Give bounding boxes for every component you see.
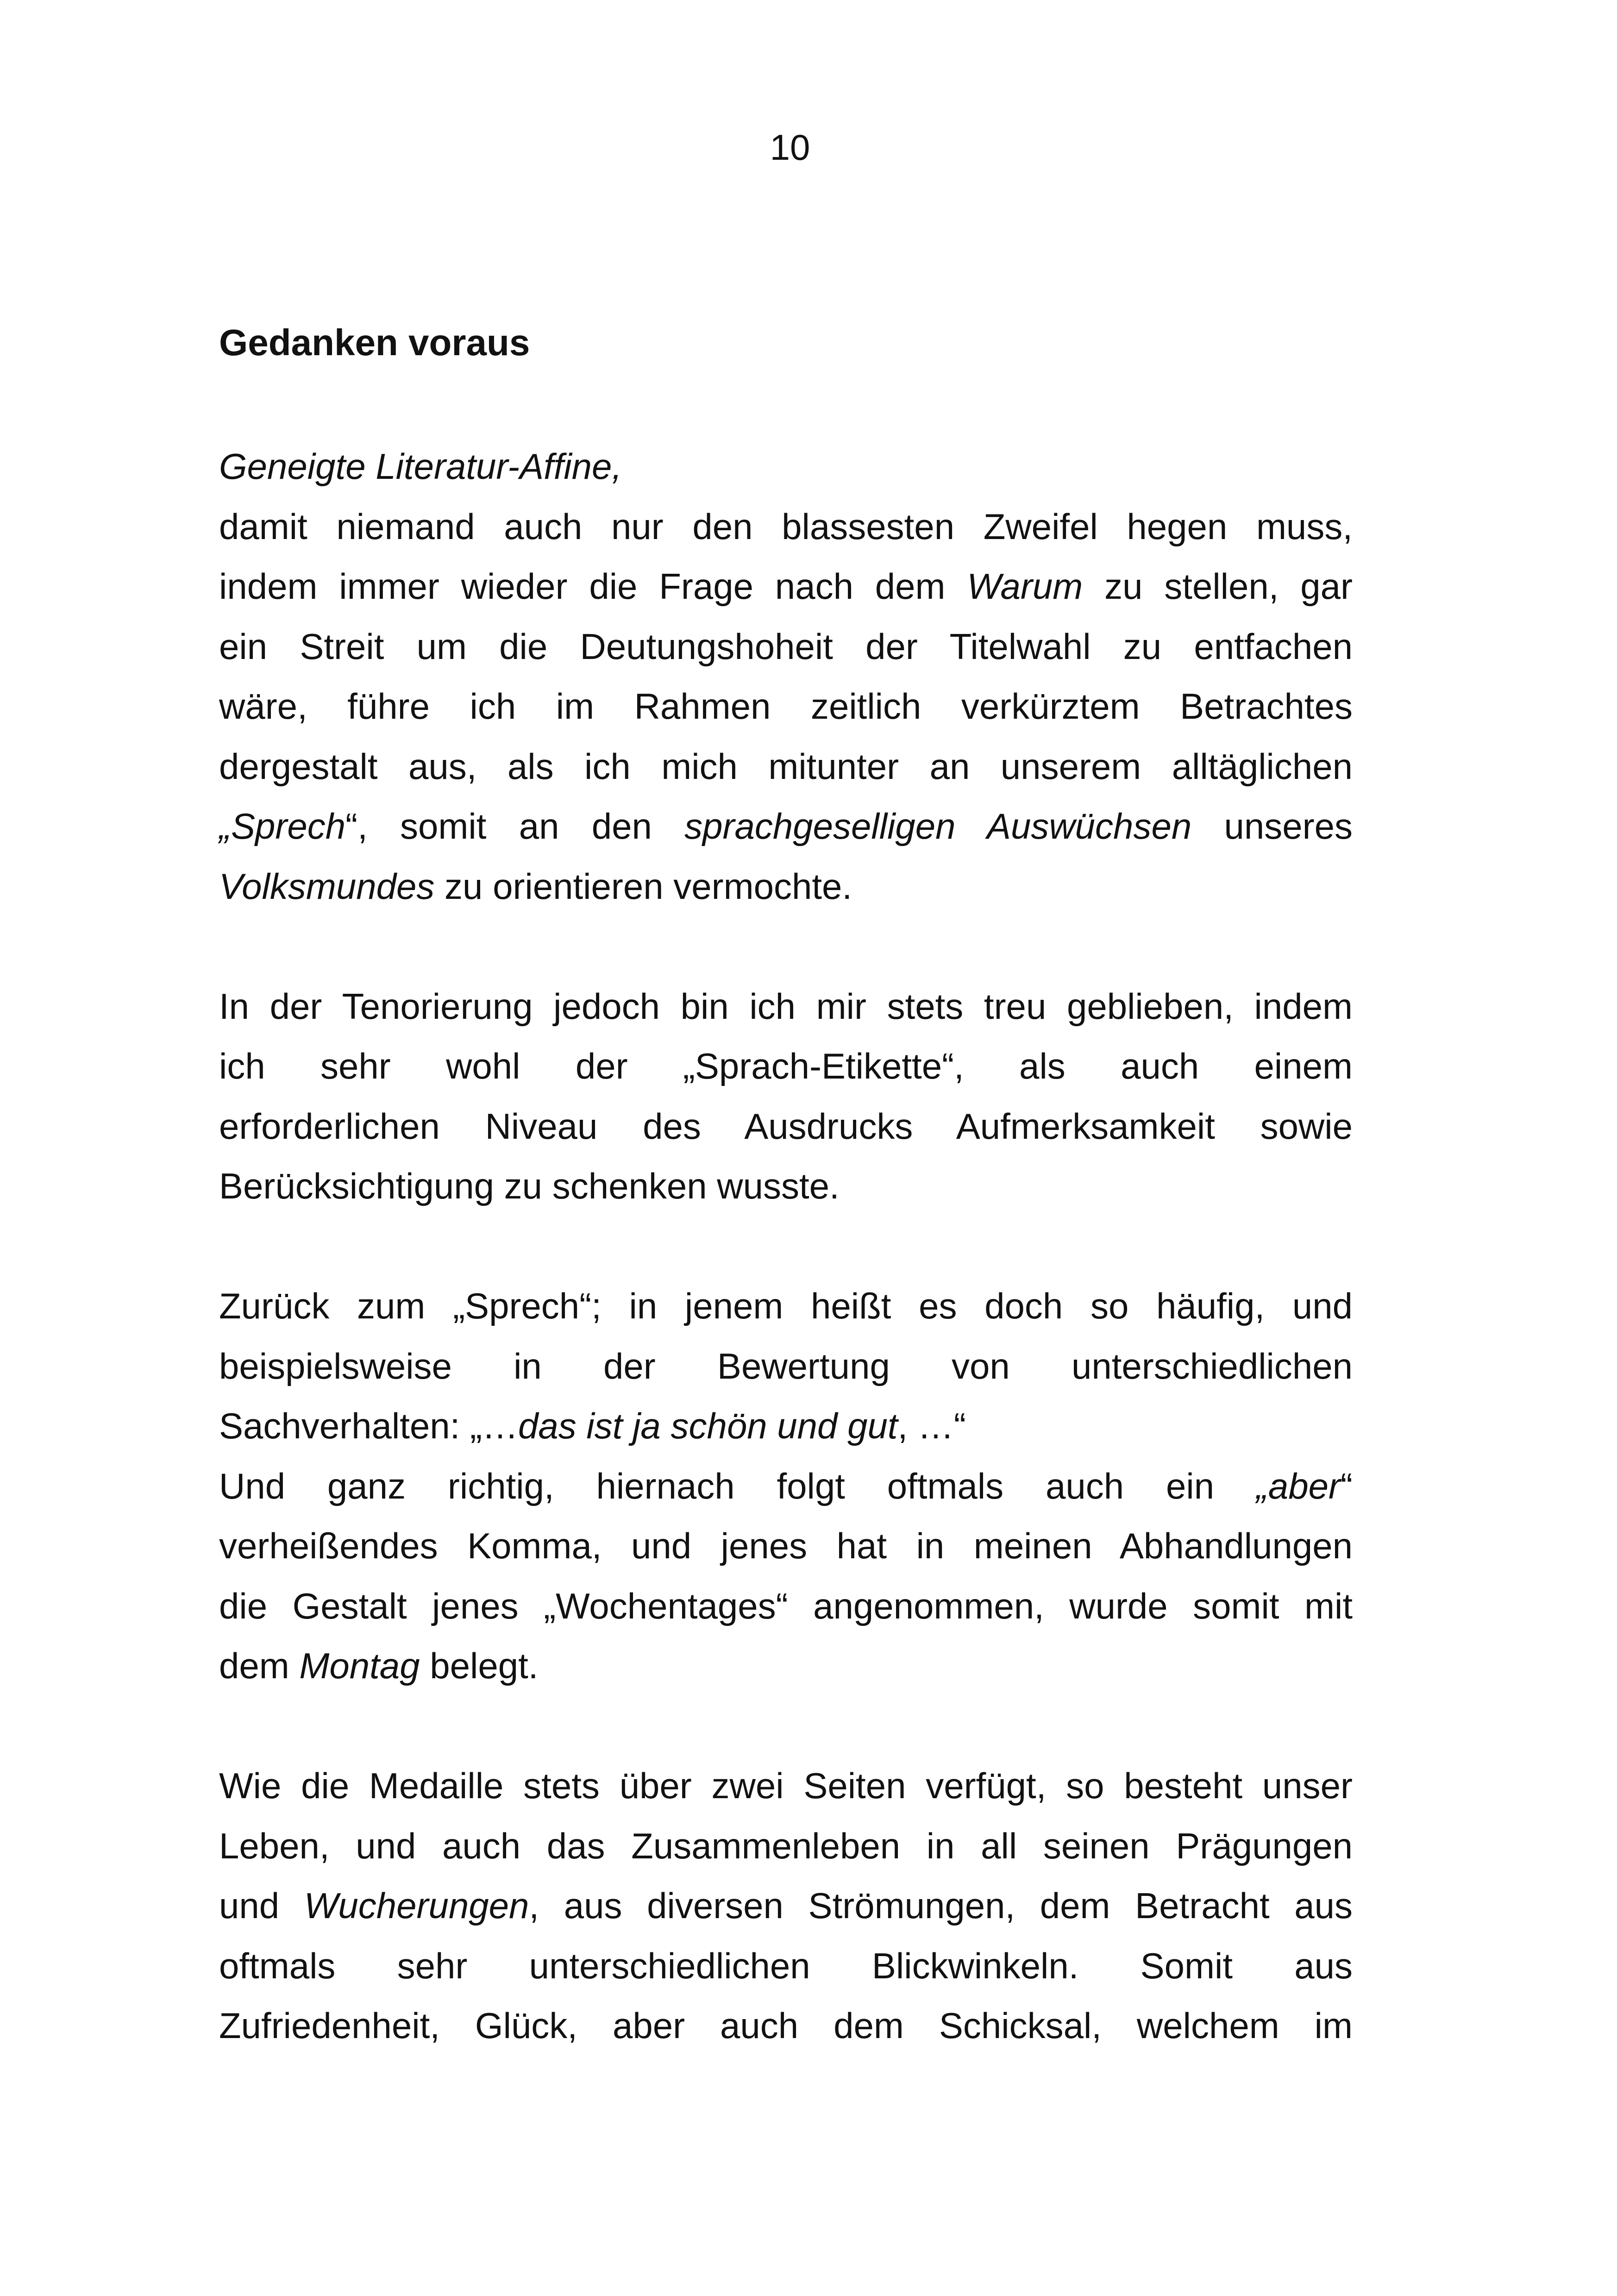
text-line: indem immer wieder die Frage nach dem Warum zu stellen, gar	[219, 566, 1353, 607]
text-line: Sachverhalten: „…das ist ja schön und gut, …“	[219, 1405, 966, 1446]
text-line: Volksmundes zu orientieren vermochte.	[219, 866, 852, 907]
emphasis: Wucherungen	[304, 1885, 529, 1926]
text-line: ich sehr wohl der „Sprach-Etikette“, als auch einem	[219, 1046, 1353, 1086]
emphasis: „aber	[1256, 1465, 1341, 1506]
chapter-heading: Gedanken voraus	[219, 322, 530, 363]
text-line: oftmals sehr unterschiedlichen Blickwinkeln. Somit aus	[219, 1945, 1353, 1986]
page-number: 10	[770, 127, 810, 168]
emphasis: sprachgeselligen Auswüchsen	[684, 806, 1192, 847]
paragraph-2	[219, 977, 1353, 1217]
paragraph-4	[219, 1756, 1353, 2056]
text-line: ein Streit um die Deutungshoheit der Titelwahl zu entfachen	[219, 626, 1353, 667]
paragraph-1	[219, 497, 1353, 917]
text-line: Leben, und auch das Zusammenleben in all seinen Prägungen	[219, 1825, 1353, 1866]
text-line: Zurück zum „Sprech“; in jenem heißt es doch so häufig, und	[219, 1286, 1353, 1326]
text-line: Und ganz richtig, hiernach folgt oftmals auch ein „aber“	[219, 1465, 1353, 1506]
text-line: damit niemand auch nur den blassesten Zweifel hegen muss,	[219, 506, 1353, 547]
emphasis: Warum	[967, 566, 1083, 607]
emphasis: Volksmundes	[219, 866, 435, 907]
text-line: „Sprech“, somit an den sprachgeselligen Auswüchsen unseres	[219, 806, 1353, 847]
text-line: erforderlichen Niveau des Ausdrucks Aufmerksamkeit sowie	[219, 1105, 1353, 1147]
text-line: In der Tenorierung jedoch bin ich mir stets treu geblieben, indem	[219, 985, 1353, 1027]
text-line: dem Montag belegt.	[219, 1645, 539, 1686]
text-line: beispielsweise in der Bewertung von unterschiedlichen	[219, 1345, 1353, 1386]
text-line: die Gestalt jenes „Wochentages“ angenommen, wurde somit mit	[219, 1585, 1353, 1626]
text-line: und Wucherungen, aus diversen Strömungen, dem Betracht aus	[219, 1885, 1353, 1926]
page-body	[219, 317, 1353, 2056]
text-line: Berücksichtigung zu schenken wusste.	[219, 1166, 840, 1206]
emphasis: Montag	[299, 1645, 420, 1686]
text-line: Zufriedenheit, Glück, aber auch dem Schicksal, welchem im	[219, 2005, 1353, 2046]
emphasis: „Sprech	[219, 806, 346, 847]
text-line: dergestalt aus, als ich mich mitunter an unserem alltäglichen	[219, 746, 1353, 787]
text-line: verheißendes Komma, und jenes hat in meinen Abhandlungen	[219, 1525, 1353, 1566]
emphasis: das ist ja schön und gut	[518, 1405, 898, 1446]
text-line: wäre, führe ich im Rahmen zeitlich verkürztem Betrachtes	[219, 686, 1353, 727]
paragraph-3	[219, 1276, 1353, 1696]
salutation: Geneigte Literatur-Affine,	[219, 446, 622, 487]
text-line: Wie die Medaille stets über zwei Seiten verfügt, so besteht unser	[219, 1765, 1353, 1806]
